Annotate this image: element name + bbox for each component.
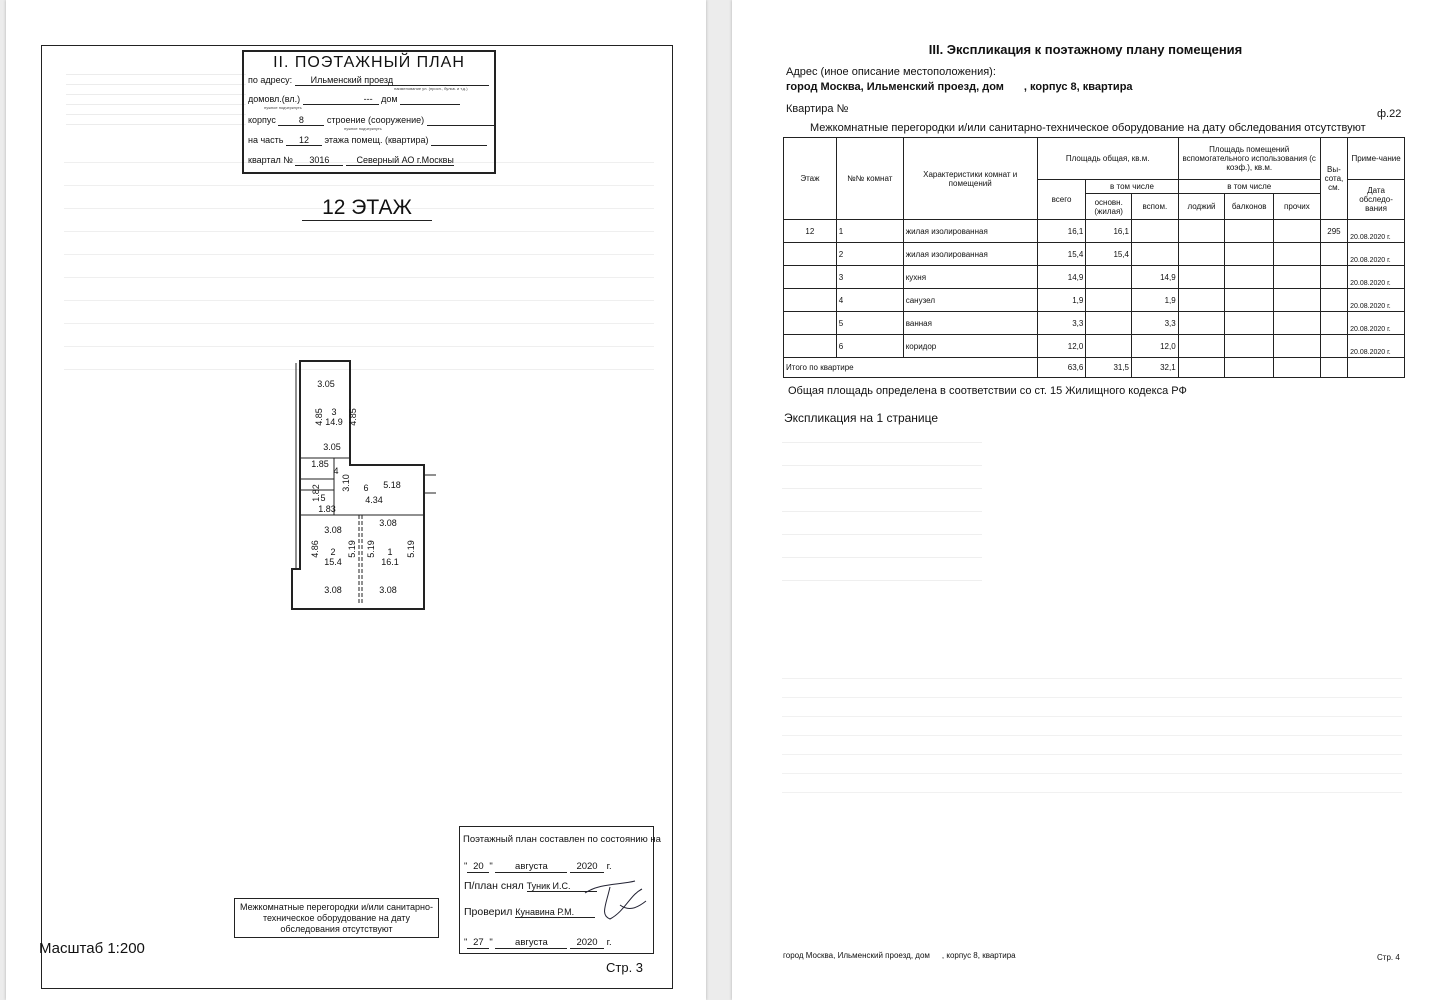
cell-characteristics: жилая изолированная: [903, 220, 1037, 243]
show-through-table: [782, 420, 982, 600]
legal-note: Общая площадь определена в соответствии со ст. 15 Жилищного кодекса РФ: [788, 385, 1187, 397]
plan-label: 1.83: [318, 504, 336, 514]
col-total-area: Площадь общая, кв.м.: [1037, 138, 1178, 180]
stamp-title: II. ПОЭТАЖНЫЙ ПЛАН: [273, 54, 465, 71]
show-through-table: [64, 140, 654, 380]
date1-year: 2020: [570, 861, 604, 873]
kvartal-label: квартал №: [248, 155, 293, 165]
domovl-label: домовл.(вл.): [248, 94, 301, 104]
plan-label: 4.86: [310, 540, 320, 558]
plan-label: 1.82: [311, 484, 321, 502]
cell-floor: [784, 266, 837, 289]
totals-row: [784, 358, 1405, 378]
cell-total: 15,4: [1037, 243, 1086, 266]
col-balcony: балконов: [1225, 194, 1274, 220]
plan-label: 3.05: [323, 442, 341, 452]
cell-aux: 12,0: [1132, 335, 1179, 358]
cell-balcony: [1225, 243, 1274, 266]
apartment-label: Квартира №: [786, 103, 849, 115]
cell-room-no: 6: [836, 335, 903, 358]
partition-note: Межкомнатные перегородки и/или санитарно-техническое оборудование на дату обследования отсутствуют: [234, 898, 439, 938]
show-through-text: [66, 65, 246, 125]
cell-other: [1274, 289, 1321, 312]
plan-by: Туник И.С.: [527, 881, 597, 892]
floor-plan-drawing: [286, 355, 446, 615]
cell-date: 20.08.2020 г.: [1348, 335, 1405, 358]
plan-stamp: [242, 50, 496, 174]
cell-room-no: 5: [836, 312, 903, 335]
plan-label: 5.19: [366, 540, 376, 558]
cell-loggia: [1178, 243, 1225, 266]
etazh-label: этажа помещ. (квартира): [324, 135, 429, 145]
col-incl2: в том числе: [1178, 180, 1320, 194]
cell-aux: [1132, 220, 1179, 243]
col-height: Вы-сота, см.: [1320, 138, 1347, 220]
table-row: [784, 289, 1405, 312]
cell-total: 3,3: [1037, 312, 1086, 335]
document-page-4: [732, 0, 1439, 1000]
plan-label: 5.19: [406, 540, 416, 558]
plan-label: 3.05: [317, 379, 335, 389]
col-room-no: №№ комнат: [836, 138, 903, 220]
show-through-table: [782, 660, 1402, 810]
address-hint: наименование ул. (просп., бульв. и т.д.): [394, 86, 468, 91]
cell-main: [1086, 312, 1132, 335]
form-number: ф.22: [1377, 108, 1402, 120]
dom-hint: нужное подчеркнуть: [264, 105, 302, 110]
col-aux-area: Площадь помещений вспомогательного использования (с коэф.), кв.м.: [1178, 138, 1320, 180]
date2-year: 2020: [570, 937, 604, 949]
plan-label: 6: [363, 483, 369, 493]
cell-characteristics: ванная: [903, 312, 1037, 335]
cell-room-no: 1: [836, 220, 903, 243]
table-row: [784, 266, 1405, 289]
page-number: Стр. 4: [1377, 953, 1400, 962]
totals-label: Итого по квартире: [784, 358, 1038, 378]
cell-floor: [784, 289, 837, 312]
plan-info-box: Поэтажный план составлен по состоянию на " 20 " августа 2020 г. П/план снял Туник И.С. Проверил Кунавина Р.М. " 27 " августа 2020 г.: [459, 826, 654, 954]
cell-height: [1320, 335, 1347, 358]
col-main: основн. (жилая): [1086, 194, 1132, 220]
plan-label: 15.4: [324, 557, 342, 567]
dom-label: дом: [381, 94, 398, 104]
cell-height: [1320, 243, 1347, 266]
checked-by: Кунавина Р.М.: [515, 907, 595, 918]
address-value: город Москва, Ильменский проезд, дом: [786, 81, 1004, 93]
domovl-value: ---: [303, 94, 379, 105]
cell-height: [1320, 289, 1347, 312]
plan-label: 16.1: [381, 557, 399, 567]
cell-other: [1274, 312, 1321, 335]
cell-loggia: [1178, 266, 1225, 289]
cell-height: 295: [1320, 220, 1347, 243]
pages-note: Экспликация на 1 странице: [784, 411, 939, 425]
district: Северный АО г.Москвы: [346, 155, 454, 166]
floor-title: 12 ЭТАЖ: [302, 196, 432, 221]
page-number: Стр. 3: [606, 960, 644, 975]
col-aux: вспом.: [1132, 194, 1179, 220]
cell-date: 20.08.2020 г.: [1348, 312, 1405, 335]
cell-room-no: 4: [836, 289, 903, 312]
plan-label: 3.08: [379, 518, 397, 528]
cell-main: 15,4: [1086, 243, 1132, 266]
col-incl: в том числе: [1086, 180, 1178, 194]
cell-aux: [1132, 243, 1179, 266]
cell-loggia: [1178, 220, 1225, 243]
year-suffix: г.: [606, 861, 612, 872]
plan-label: 3.08: [324, 585, 342, 595]
signature: [580, 875, 650, 925]
plan-label: 5.19: [347, 540, 357, 558]
plan-label: 3: [331, 407, 337, 417]
date1-day: 20: [467, 861, 489, 873]
col-survey-date: Дата обследо-вания: [1348, 180, 1405, 220]
plan-label: 14.9: [325, 417, 343, 427]
cell-total: 16,1: [1037, 220, 1086, 243]
cell-main: [1086, 266, 1132, 289]
cell-date: 20.08.2020 г.: [1348, 289, 1405, 312]
explication-table: [783, 137, 1405, 378]
plan-label: 4: [333, 466, 339, 476]
footer-address: город Москва, Ильменский проезд, дом: [783, 951, 930, 960]
address-rest: , корпус 8, квартира: [1023, 81, 1133, 93]
cell-characteristics: санузел: [903, 289, 1037, 312]
col-remark: Приме-чание: [1348, 138, 1405, 180]
info-title: Поэтажный план составлен по состоянию на: [463, 834, 661, 845]
cell-balcony: [1225, 312, 1274, 335]
cell-other: [1274, 335, 1321, 358]
cell-room-no: 3: [836, 266, 903, 289]
totals-main: 31,5: [1086, 358, 1132, 378]
cell-floor: [784, 243, 837, 266]
col-other: прочих: [1274, 194, 1321, 220]
document-page-3: [6, 0, 706, 1000]
col-characteristics: Характеристики комнат и помещений: [903, 138, 1037, 220]
cell-main: [1086, 289, 1132, 312]
plan-room-labels: [310, 379, 416, 595]
cell-floor: [784, 335, 837, 358]
totals-aux: 32,1: [1132, 358, 1179, 378]
plan-label: 3.08: [379, 585, 397, 595]
kvartal-value: 3016: [295, 155, 343, 166]
cell-floor: [784, 312, 837, 335]
date1-month: августа: [495, 861, 567, 873]
chast-label: на часть: [248, 135, 284, 145]
table-row: [784, 220, 1405, 243]
cell-aux: 14,9: [1132, 266, 1179, 289]
cell-balcony: [1225, 289, 1274, 312]
floor-plan: [286, 355, 446, 615]
footer-rest: , корпус 8, квартира: [941, 951, 1016, 960]
cell-aux: 3,3: [1132, 312, 1179, 335]
cell-height: [1320, 312, 1347, 335]
cell-loggia: [1178, 335, 1225, 358]
expl-title: III. Экспликация к поэтажному плану помещения: [928, 42, 1243, 57]
cell-total: 1,9: [1037, 289, 1086, 312]
stroenie-hint: нужное подчеркнуть: [344, 126, 382, 131]
col-total: всего: [1037, 180, 1086, 220]
plan-label: 4.85: [348, 408, 358, 426]
plan-label: 4.85: [314, 408, 324, 426]
plan-label: 5: [320, 493, 326, 503]
cell-other: [1274, 266, 1321, 289]
year-suffix: г.: [606, 937, 612, 948]
cell-balcony: [1225, 220, 1274, 243]
chast-value: 12: [286, 135, 322, 146]
stroenie-label: строение (сооружение): [326, 115, 425, 125]
totals-total: 63,6: [1037, 358, 1086, 378]
date2-day: 27: [467, 937, 489, 949]
cell-characteristics: кухня: [903, 266, 1037, 289]
plan-label: 3.08: [324, 525, 342, 535]
cell-aux: 1,9: [1132, 289, 1179, 312]
cell-characteristics: жилая изолированная: [903, 243, 1037, 266]
table-row: [784, 243, 1405, 266]
cell-loggia: [1178, 289, 1225, 312]
col-floor: Этаж: [784, 138, 837, 220]
cell-other: [1274, 243, 1321, 266]
cell-room-no: 2: [836, 243, 903, 266]
cell-total: 14,9: [1037, 266, 1086, 289]
partition-note: Межкомнатные перегородки и/или санитарно-техническое оборудование на дату обследования отсутствуют: [810, 122, 1366, 134]
address-label: Адрес (иное описание местоположения):: [786, 66, 996, 78]
plan-label: 3.10: [341, 474, 351, 492]
korpus-label: корпус: [248, 115, 276, 125]
plan-label: 1.85: [311, 459, 329, 469]
cell-floor: 12: [784, 220, 837, 243]
cell-balcony: [1225, 335, 1274, 358]
korpus-value: 8: [278, 115, 324, 126]
plan-label: 4.34: [365, 495, 383, 505]
table-row: [784, 312, 1405, 335]
col-loggia: лоджий: [1178, 194, 1225, 220]
checked-label: Проверил: [464, 906, 513, 918]
cell-date: 20.08.2020 г.: [1348, 220, 1405, 243]
plan-label: 1: [387, 547, 393, 557]
cell-balcony: [1225, 266, 1274, 289]
cell-other: [1274, 220, 1321, 243]
cell-date: 20.08.2020 г.: [1348, 266, 1405, 289]
address-label: по адресу:: [248, 75, 293, 85]
plan-label: 2: [330, 547, 336, 557]
date2-month: августа: [495, 937, 567, 949]
table-row: [784, 335, 1405, 358]
plan-label: 5.18: [383, 480, 401, 490]
cell-loggia: [1178, 312, 1225, 335]
plan-by-label: П/план снял: [464, 880, 524, 892]
cell-characteristics: коридор: [903, 335, 1037, 358]
scale-label: Масштаб 1:200: [39, 940, 145, 957]
cell-height: [1320, 266, 1347, 289]
cell-total: 12,0: [1037, 335, 1086, 358]
cell-main: 16,1: [1086, 220, 1132, 243]
cell-main: [1086, 335, 1132, 358]
address-value: Ильменский проезд: [295, 75, 489, 86]
cell-date: 20.08.2020 г.: [1348, 243, 1405, 266]
